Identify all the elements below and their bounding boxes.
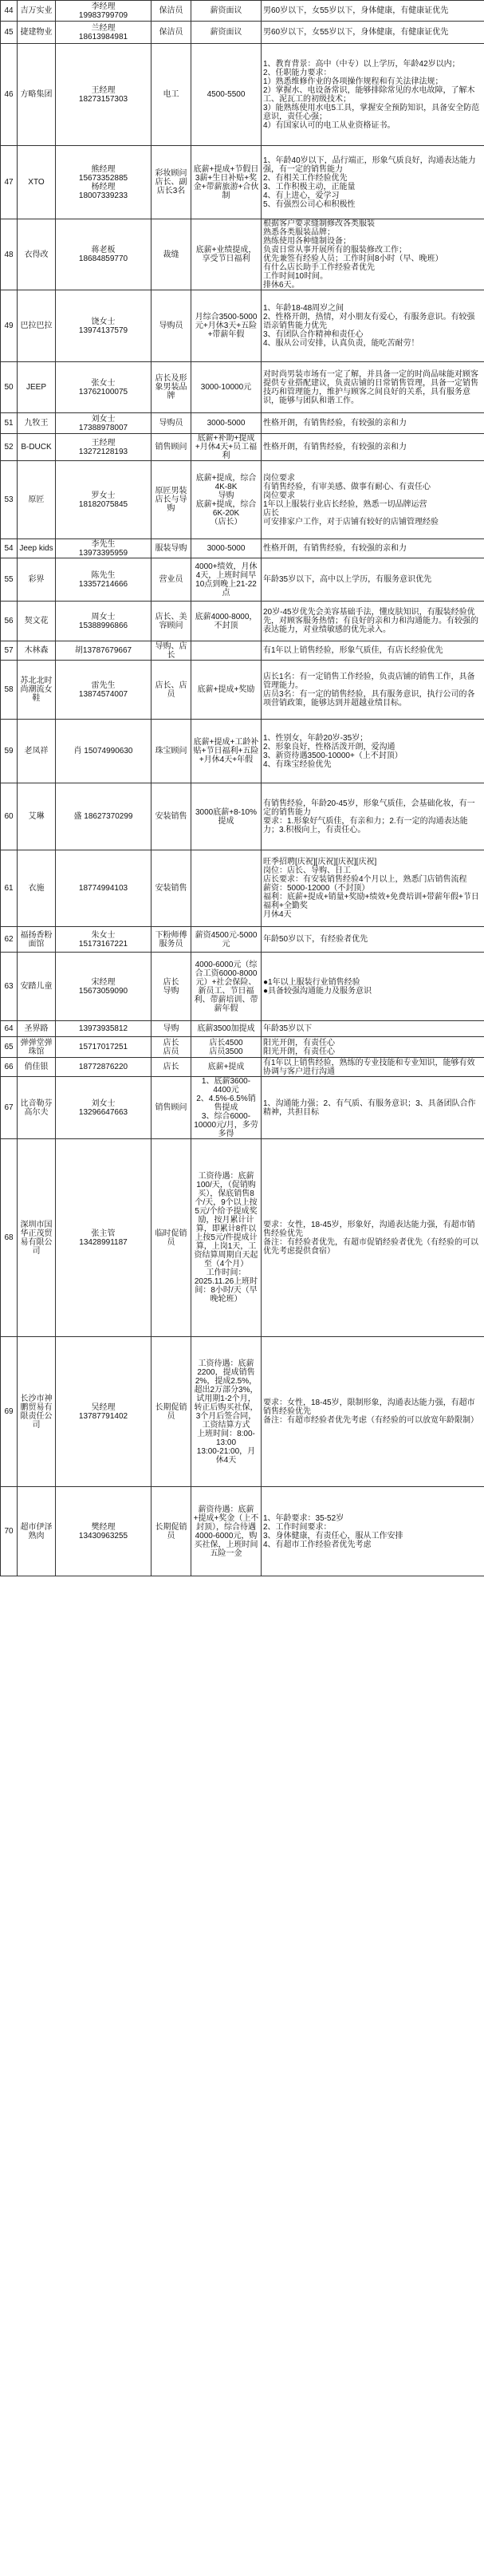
row-number: 65 (1, 1037, 18, 1058)
table-row (1, 146, 484, 219)
position-title: 店长、美容顾问 (151, 602, 191, 641)
salary-info: 月综合3500-5000元+月休3天+五险+带薪年假 (191, 290, 262, 362)
table-row (1, 413, 484, 434)
contact-info: 宋经理 15673059090 (56, 953, 151, 1021)
row-number: 55 (1, 558, 18, 602)
contact-info: 胡13787679667 (56, 641, 151, 661)
row-number: 47 (1, 146, 18, 219)
company-name: 木林森 (18, 641, 56, 661)
table-row (1, 661, 484, 720)
table-row (1, 1, 484, 22)
position-title: 电工 (151, 44, 191, 146)
company-name: 艾琳 (18, 783, 56, 850)
contact-info: 肖 15074990630 (56, 720, 151, 783)
salary-info: 薪资待遇：底薪+提成+奖金（上不封顶），综合待遇4000-6000元，购买社保，上班时间五险一金 (191, 1487, 262, 1576)
salary-info: 薪资面议 (191, 1, 262, 22)
requirements: 20岁-45岁优先会美容基础手法，懂皮肤知识，有服装经验优先，对顾客服务热情；有良好的亲和力和沟通能力。有较强的表达能力，对业绩敏感的优先录入。 (262, 602, 484, 641)
row-number: 69 (1, 1337, 18, 1487)
requirements: 1、年龄40岁以下，品行端正，形象气质良好，沟通表达能力强，有一定的销售能力 2、有相关工作经验优先 3、工作积极主动，正能量 4、有上进心，爱学习 5、有强烈公司心和积极性 (262, 146, 484, 219)
requirements: 岗位要求 有销售经验，有审美感、做事有耐心、有责任心 岗位要求 1年以上服装行业店长经验，熟悉一切品牌运营 店长 可安排家户工作，对于店铺有较好的店铺管理经验 (262, 461, 484, 539)
company-name: JEEP (18, 362, 56, 413)
row-number: 63 (1, 953, 18, 1021)
salary-info: 3000-5000 (191, 413, 262, 434)
company-name: 衣得改 (18, 219, 56, 290)
company-name: Jeep kids (18, 539, 56, 558)
table-row (1, 783, 484, 850)
salary-info (191, 641, 262, 661)
company-name: 圣界路 (18, 1021, 56, 1037)
requirements: 对时尚男装市场有一定了解，并具备一定的时尚品味能对顾客提供专业搭配建议，负责店铺的日常销售管理，具备一定销售技巧和管理能力，维护与顾客之间良好的关系，具有服务意识，能够与团队和谐工作。 (262, 362, 484, 413)
requirements: 性格开朗，有销售经验，有较强的亲和力 (262, 434, 484, 461)
company-name: 原匠 (18, 461, 56, 539)
salary-info: 3000-5000 (191, 539, 262, 558)
salary-info: 底薪+补助+提成+月休4天+员工福利 (191, 434, 262, 461)
table-row (1, 641, 484, 661)
contact-info: 张女士 13762100075 (56, 362, 151, 413)
company-name: 长沙市神鹏贸易有限责任公司 (18, 1337, 56, 1487)
requirements: 年龄50岁以下，有经验者优先 (262, 927, 484, 953)
table-row (1, 953, 484, 1021)
position-title: 店长 (151, 1058, 191, 1077)
company-name: 捷建物业 (18, 22, 56, 44)
position-title: 珠宝顾问 (151, 720, 191, 783)
salary-info: 1、底薪3600-4400元 2、4.5%-6.5%销售提成 3、综合6000-10000元/月，多劳多得 (191, 1077, 262, 1139)
table-row (1, 434, 484, 461)
salary-info: 店长4500 店员3500 (191, 1037, 262, 1058)
row-number: 45 (1, 22, 18, 44)
requirements: 有1年以上销售经验，熟练的专业技能和专业知识，能够有效协调与客户进行沟通 (262, 1058, 484, 1077)
company-name: 超市伊泽熟肉 (18, 1487, 56, 1576)
salary-info: 底薪+提成+奖励 (191, 661, 262, 720)
position-title: 原匠男装 店长与导购 (151, 461, 191, 539)
salary-info: 底薪+提成 (191, 1058, 262, 1077)
position-title: 长期促销员 (151, 1487, 191, 1576)
requirements: 要求：女性，18-45岁，限制形象，沟通表达能力强，有超市销售经验优先 备注：有超市经验者优先考虑（有经验的可以放宽年龄限制） (262, 1337, 484, 1487)
requirements: 男60岁以下，女55岁以下，身体健康，有健康证优先 (262, 22, 484, 44)
contact-info: 李先生 13973395959 (56, 539, 151, 558)
company-name: 比音勒芬高尔夫 (18, 1077, 56, 1139)
requirements: 1、年龄18-48周岁之间 2、性格开朗，热情，对小朋友有爱心，有服务意识。有较强语亲销售能力优先 3、有团队合作精神和责任心 4、服从公司安排，认真负责，能吃苦耐劳！ (262, 290, 484, 362)
contact-info: 刘女士 13296647663 (56, 1077, 151, 1139)
salary-info: 薪资面议 (191, 22, 262, 44)
salary-info (191, 850, 262, 927)
company-name: 福扬香粉面馆 (18, 927, 56, 953)
position-title: 下粉师傅 服务员 (151, 927, 191, 953)
row-number: 66 (1, 1058, 18, 1077)
company-name: 九牧王 (18, 413, 56, 434)
contact-info: 王经理 18273157303 (56, 44, 151, 146)
position-title: 店长及形象男装品牌 (151, 362, 191, 413)
company-name: 俏佳银 (18, 1058, 56, 1077)
company-name: 弹弹堂弹珠馆 (18, 1037, 56, 1058)
position-title: 长期促销员 (151, 1337, 191, 1487)
salary-info: 工资待遇：底薪2200，提成销售2%，提成2.5%，超出2万部分3%，试用期1-2个月，转正后购买社保，3个月后签合同，工资结算方式 上班时间：8:00-13:00 13:00-21:00，月休4天 (191, 1337, 262, 1487)
position-title: 保洁员 (151, 22, 191, 44)
requirements: 1、年龄要求：35-52岁 2、工作时间要求： 3、身体健康，有责任心，服从工作安排 4、有超市工作经验者优先考虑 (262, 1487, 484, 1576)
company-name: B-DUCK (18, 434, 56, 461)
company-name: 吉万实业 (18, 1, 56, 22)
row-number: 54 (1, 539, 18, 558)
requirements: 有销售经验，年龄20-45岁，形象气质佳，会基础化妆，有一定的销售能力 要求：1.形象好气质佳，有亲和力；2.有一定的沟通表达能力；3.积极向上，有责任心。 (262, 783, 484, 850)
requirements: 旺季招聘[庆祝][庆祝][庆祝][庆祝] 岗位：店长、导购、日工 店长要求：有安装销售经验4个月以上，熟悉门店销售流程 薪资：5000-12000（不封顶） 福利：底薪+提成+销量+奖励+绩效+免费培训+带薪年假+节日福利+全勤奖 月休4天 (262, 850, 484, 927)
table-row (1, 22, 484, 44)
salary-info: 工资待遇：底薪100/天，（促销购买），保底销售8个/天，9个以上按5元/个给予提成奖励，按月累计计算，即累计8件以上按5元/件提成计算，上岗1天，工资结算周期自天起至（4个月） 工作时间：2025.11.26上班时间：8小时/天（早晚轮班） (191, 1139, 262, 1337)
requirements: 1、性别女，年龄20岁-35岁； 2、形象良好，性格活泼开朗，爱沟通 3、新资待遇3500-10000+（上不封顶） 4、有珠宝经验优先 (262, 720, 484, 783)
row-number: 58 (1, 661, 18, 720)
contact-info: 樊经理 13430963255 (56, 1487, 151, 1576)
position-title: 导购、店长 (151, 641, 191, 661)
position-title: 保洁员 (151, 1, 191, 22)
position-title: 安装销售 (151, 783, 191, 850)
salary-info: 4000-6000元（综合工资6000-8000元）+社会保险、新员工、节日福利、带薪培训、带薪年假 (191, 953, 262, 1021)
contact-info: 盛 18627370299 (56, 783, 151, 850)
company-name: XTO (18, 146, 56, 219)
contact-info: 熊经理 15673352885 杨经理 18007339233 (56, 146, 151, 219)
position-title: 安装销售 (151, 850, 191, 927)
table-row (1, 850, 484, 927)
company-name: 安踏儿童 (18, 953, 56, 1021)
row-number: 59 (1, 720, 18, 783)
contact-info: 蒋老板 18684859770 (56, 219, 151, 290)
position-title: 营业员 (151, 558, 191, 602)
salary-info: 3000-10000元 (191, 362, 262, 413)
table-row (1, 720, 484, 783)
salary-info: 底薪+提成+节假日3薪+生日补贴+奖金+带薪旅游+合伙制 (191, 146, 262, 219)
table-row (1, 1058, 484, 1077)
contact-info: 周女士 15388996866 (56, 602, 151, 641)
company-name: 衣施 (18, 850, 56, 927)
row-number: 68 (1, 1139, 18, 1337)
company-name: 彩界 (18, 558, 56, 602)
requirements: 性格开朗，有销售经验，有较强的亲和力 (262, 539, 484, 558)
contact-info: 李经理 19983799709 (56, 1, 151, 22)
contact-info: 雷先生 13874574007 (56, 661, 151, 720)
salary-info: 4500-5500 (191, 44, 262, 146)
table-row (1, 1337, 484, 1487)
row-number: 62 (1, 927, 18, 953)
position-title: 服装导购 (151, 539, 191, 558)
requirements: 男60岁以下，女55岁以下，身体健康，有健康证优先 (262, 1, 484, 22)
company-name: 深圳市国华正茂贸易有限公司 (18, 1139, 56, 1337)
table-row (1, 539, 484, 558)
position-title: 导购员 (151, 290, 191, 362)
row-number: 61 (1, 850, 18, 927)
contact-info: 吴经理 13787791402 (56, 1337, 151, 1487)
table-row (1, 1037, 484, 1058)
row-number: 46 (1, 44, 18, 146)
requirements: 有1年以上销售经验，形象气质佳，有店长经验优先 (262, 641, 484, 661)
table-row (1, 461, 484, 539)
contact-info: 15717017251 (56, 1037, 151, 1058)
contact-info: 18774994103 (56, 850, 151, 927)
salary-info: 底薪4000-8000，不封顶 (191, 602, 262, 641)
table-row (1, 1139, 484, 1337)
contact-info: 张主管 13428991187 (56, 1139, 151, 1337)
position-title: 销售顾问 (151, 1077, 191, 1139)
contact-info: 陈先生 13357214666 (56, 558, 151, 602)
company-name: 巴拉巴拉 (18, 290, 56, 362)
requirements: 性格开朗，有销售经验，有较强的亲和力 (262, 413, 484, 434)
table-row (1, 602, 484, 641)
salary-info: 底薪+提成+工龄补贴+节日福利+五险+月休4天+年假 (191, 720, 262, 783)
requirements: 店长1名：有一定销售工作经验，负责店铺的销售工作，具备管理能力。 店员3名：有一定的销售经验，具有服务意识，执行公司的各项营销政策，能够达到并超越业绩目标。 (262, 661, 484, 720)
table-row (1, 558, 484, 602)
position-title: 销售顾问 (151, 434, 191, 461)
table-row (1, 44, 484, 146)
position-title: 导购员 (151, 413, 191, 434)
requirements: 根据客户要求缝制修改各类服装 熟悉各类服装品牌； 熟练使用各种缝制设备； 负责日常从事开展所有的服装修改工作； 优先兼签有经验人员；工作时间8小时（早、晚班） 有什么店长助手工作经验者优先 工作时间10时间。 排休6天。 (262, 219, 484, 290)
row-number: 50 (1, 362, 18, 413)
row-number: 52 (1, 434, 18, 461)
requirements: 年龄35岁以下 (262, 1021, 484, 1037)
row-number: 60 (1, 783, 18, 850)
row-number: 53 (1, 461, 18, 539)
salary-info: 3000底薪+8-10%提成 (191, 783, 262, 850)
requirements: 1、沟通能力强；2、有气质、有服务意识；3、具备团队合作精神，共担目标 (262, 1077, 484, 1139)
contact-info: 朱女士 15173167221 (56, 927, 151, 953)
salary-info: 4000+绩效，月休4天，上班时间早10点到晚上21-22点 (191, 558, 262, 602)
position-title: 导购 (151, 1021, 191, 1037)
row-number: 56 (1, 602, 18, 641)
row-number: 44 (1, 1, 18, 22)
requirements: 1、教育背景：高中（中专）以上学历，年龄42岁以内； 2、任职能力要求： 1）熟悉维修作业的各项操作规程和有关法律法规； 2）掌握水、电设备常识，能够排除常见的水电故障，了解木工、泥瓦工的初级技术； 3）能熟练使用水电5工具，掌握安全预防知识，具备安全防范意识，责任心强； 4）有国家认可的电工从业资格证书。 (262, 44, 484, 146)
row-number: 64 (1, 1021, 18, 1037)
salary-info: 底薪+提成，综合4K-8K 导购 底薪+提成，综合6K-20K （店长） (191, 461, 262, 539)
contact-info: 13973935812 (56, 1021, 151, 1037)
requirements: 年龄35岁以下，高中以上学历，有服务意识优先 (262, 558, 484, 602)
requirements: 要求：女性，18-45岁，形象好，沟通表达能力强，有超市销售经验优先 备注：有经验者优先，有超市促销经验者优先（有经验的可以优先考虑提供食宿） (262, 1139, 484, 1337)
contact-info: 饶女士 13974137579 (56, 290, 151, 362)
table-row (1, 290, 484, 362)
position-title: 店长 店员 (151, 1037, 191, 1058)
requirements: ●1年以上服装行业销售经验 ●具备较强沟通能力及服务意识 (262, 953, 484, 1021)
position-title: 裁缝 (151, 219, 191, 290)
company-name: 老凤祥 (18, 720, 56, 783)
position-title: 彩妆顾问 店长、副店长3名 (151, 146, 191, 219)
position-title: 临时促销员 (151, 1139, 191, 1337)
contact-info: 刘女士 17388978007 (56, 413, 151, 434)
company-name: 苏北北时尚潮流女鞋 (18, 661, 56, 720)
salary-info: 薪资4500元-5000元 (191, 927, 262, 953)
table-row (1, 1077, 484, 1139)
contact-info: 18772876220 (56, 1058, 151, 1077)
table-row (1, 219, 484, 290)
salary-info: 底薪+业绩提成，享受节日福利 (191, 219, 262, 290)
row-number: 48 (1, 219, 18, 290)
row-number: 51 (1, 413, 18, 434)
row-number: 70 (1, 1487, 18, 1576)
table-row (1, 362, 484, 413)
contact-info: 兰经理 18613984981 (56, 22, 151, 44)
row-number: 57 (1, 641, 18, 661)
row-number: 67 (1, 1077, 18, 1139)
row-number: 49 (1, 290, 18, 362)
company-name: 方略集团 (18, 44, 56, 146)
company-name: 契文花 (18, 602, 56, 641)
table-row (1, 927, 484, 953)
position-title: 店长、店员 (151, 661, 191, 720)
table-row (1, 1487, 484, 1576)
salary-info: 底薪3500加提成 (191, 1021, 262, 1037)
requirements: 阳光开朗，有责任心 阳光开朗，有责任心 (262, 1037, 484, 1058)
contact-info: 罗女士 18182075845 (56, 461, 151, 539)
table-row (1, 1021, 484, 1037)
contact-info: 王经理 13272128193 (56, 434, 151, 461)
position-title: 店长 导购 (151, 953, 191, 1021)
